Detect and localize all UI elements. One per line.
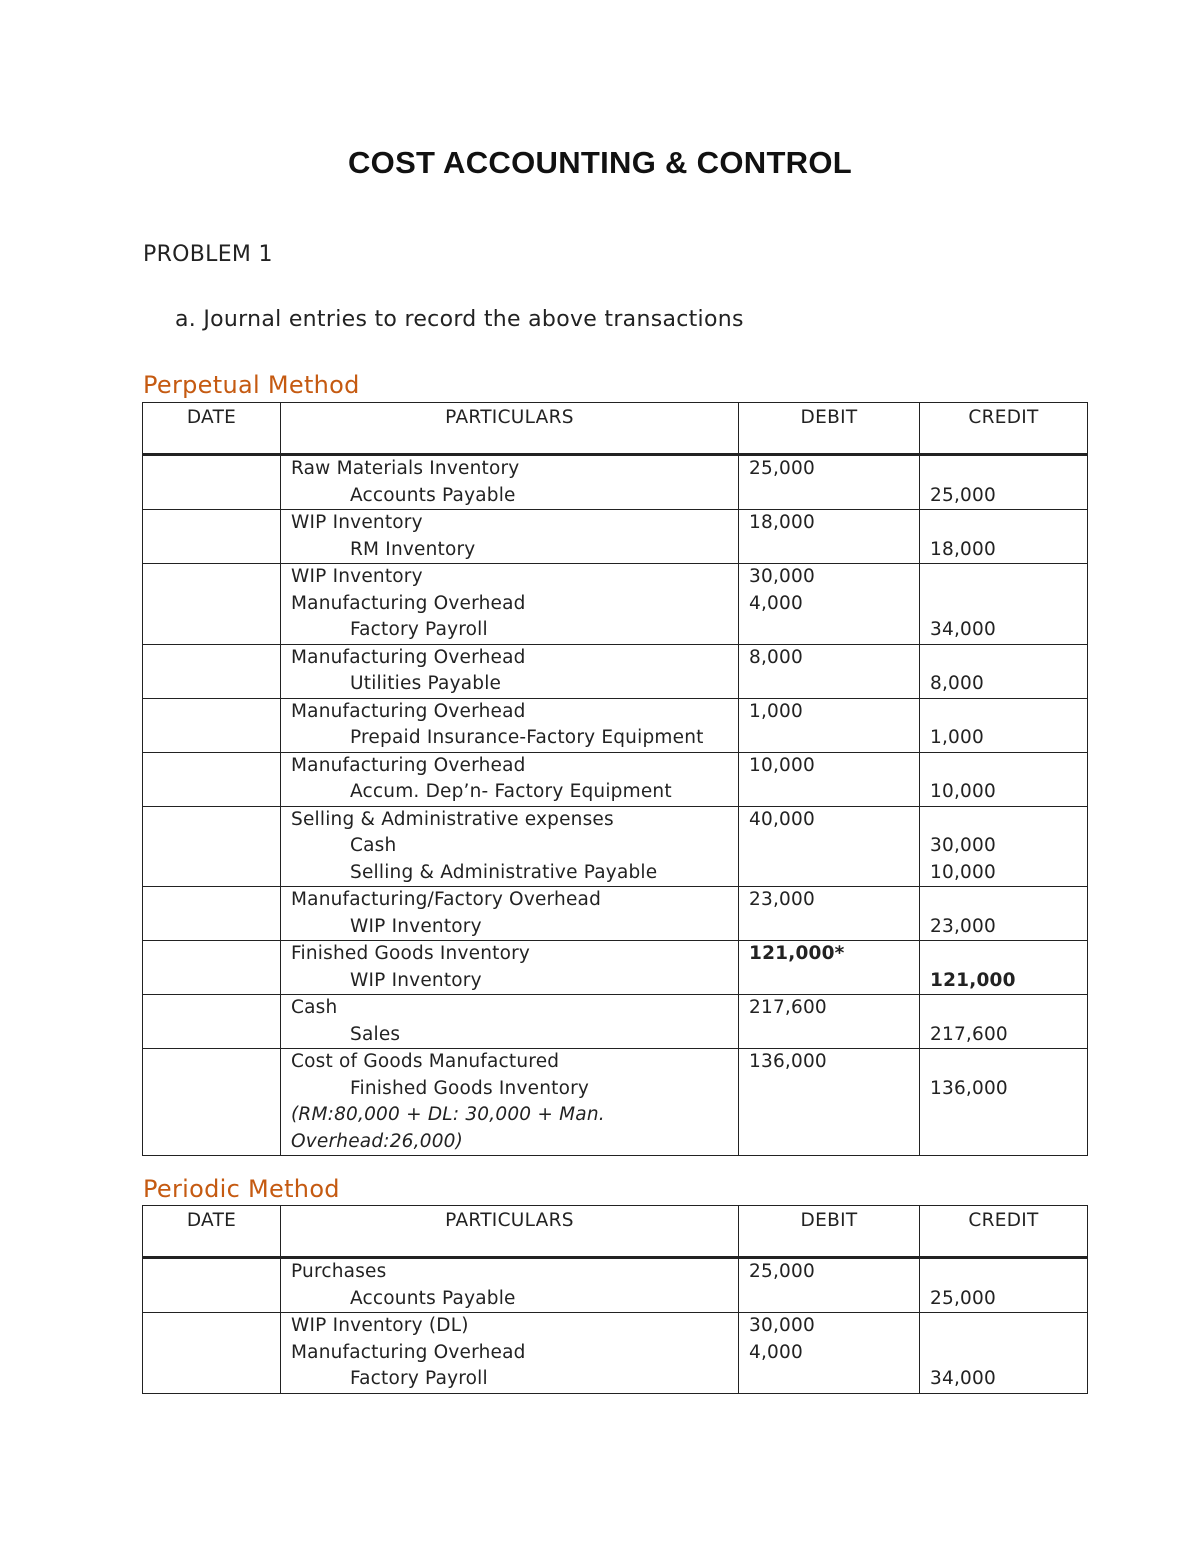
particulars-cell xyxy=(281,564,739,645)
journal-entry-row xyxy=(143,887,1088,941)
debit-account-text: Raw Materials Inventory xyxy=(291,458,520,479)
journal-entry-row xyxy=(143,1258,1088,1313)
debit-amount: 4,000 xyxy=(749,1341,803,1363)
debit-amount: 30,000 xyxy=(749,1315,815,1336)
credit-amount xyxy=(920,807,1087,834)
journal-entry-row xyxy=(143,510,1088,564)
credit-amount: 1,000 xyxy=(930,727,984,748)
table-header-row xyxy=(143,1206,1088,1258)
periodic-method-heading: Periodic Method xyxy=(143,1175,340,1203)
date-cell xyxy=(143,455,281,510)
particulars-cell xyxy=(281,995,739,1049)
journal-entry-row xyxy=(143,1049,1088,1156)
credit-amount xyxy=(920,564,1087,591)
debit-cell xyxy=(739,698,920,752)
credit-amount: 121,000 xyxy=(930,969,1016,991)
debit-amount xyxy=(739,1286,919,1313)
credit-amount: 30,000 xyxy=(930,835,996,856)
credit-cell xyxy=(920,752,1088,806)
header-date: DATE xyxy=(143,403,281,455)
debit-amount: 30,000 xyxy=(749,566,815,587)
credit-amount: 10,000 xyxy=(930,781,996,802)
date-cell xyxy=(143,510,281,564)
credit-amount xyxy=(920,941,1087,968)
perpetual-entries xyxy=(143,455,1088,1156)
credit-amount: 34,000 xyxy=(930,619,996,640)
date-cell xyxy=(143,887,281,941)
debit-amount: 23,000 xyxy=(749,889,815,910)
date-cell xyxy=(143,995,281,1049)
date-cell xyxy=(143,1258,281,1313)
debit-amount: 217,600 xyxy=(749,997,827,1018)
credit-cell xyxy=(920,644,1088,698)
credit-amount: 8,000 xyxy=(930,673,984,694)
debit-account-text: Finished Goods Inventory xyxy=(291,943,531,964)
debit-account-text: Manufacturing Overhead xyxy=(291,592,526,614)
perpetual-method-heading: Perpetual Method xyxy=(143,371,360,399)
debit-cell xyxy=(739,1313,920,1394)
date-cell xyxy=(143,1049,281,1156)
journal-entry-row xyxy=(143,698,1088,752)
particulars-cell xyxy=(281,510,739,564)
debit-account-text: Manufacturing Overhead xyxy=(291,754,526,776)
debit-amount xyxy=(739,1022,919,1049)
journal-entry-row xyxy=(143,455,1088,510)
entry-note-text: (RM:80,000 + DL: 30,000 + Man. xyxy=(291,1104,605,1125)
debit-amount xyxy=(739,617,919,644)
header-particulars: PARTICULARS xyxy=(281,403,739,455)
periodic-journal-table xyxy=(142,1205,1088,1394)
debit-amount: 25,000 xyxy=(749,458,815,479)
credit-amount: 10,000 xyxy=(930,861,996,883)
debit-account-text: Manufacturing Overhead xyxy=(291,700,526,722)
particulars-cell xyxy=(281,941,739,995)
debit-amount xyxy=(739,725,919,752)
credit-account-text: Accounts Payable xyxy=(350,484,516,506)
credit-amount: 25,000 xyxy=(930,1287,996,1309)
debit-account-text: Cash xyxy=(291,997,338,1018)
credit-account-text: Selling & Administrative Payable xyxy=(350,861,658,883)
debit-amount xyxy=(739,860,919,887)
credit-account-text: WIP Inventory xyxy=(350,915,482,937)
journal-entry-row xyxy=(143,644,1088,698)
particulars-cell xyxy=(281,1258,739,1313)
journal-entry-row xyxy=(143,995,1088,1049)
credit-amount xyxy=(920,699,1087,726)
credit-amount xyxy=(920,1259,1087,1286)
credit-cell xyxy=(920,1258,1088,1313)
date-cell xyxy=(143,564,281,645)
debit-account-text: Manufacturing Overhead xyxy=(291,1341,526,1363)
entry-note-text: Overhead:26,000) xyxy=(291,1130,464,1152)
problem-heading: PROBLEM 1 xyxy=(143,242,273,267)
credit-amount: 34,000 xyxy=(930,1368,996,1389)
credit-amount: 23,000 xyxy=(930,915,996,937)
debit-account-text: WIP Inventory xyxy=(291,566,423,587)
credit-amount: 136,000 xyxy=(930,1077,1008,1099)
debit-amount: 1,000 xyxy=(749,700,803,722)
task-item-a: a. Journal entries to record the above transactions xyxy=(175,307,744,332)
particulars-cell xyxy=(281,1049,739,1156)
periodic-entries xyxy=(143,1258,1088,1394)
credit-cell xyxy=(920,698,1088,752)
credit-cell xyxy=(920,510,1088,564)
table-header-row xyxy=(143,403,1088,455)
credit-account-text: Accum. Dep’n- Factory Equipment xyxy=(350,781,672,802)
particulars-cell xyxy=(281,455,739,510)
credit-cell xyxy=(920,887,1088,941)
debit-cell xyxy=(739,752,920,806)
debit-amount: 136,000 xyxy=(749,1051,827,1072)
header-credit: CREDIT xyxy=(920,1206,1088,1258)
debit-account-text: Purchases xyxy=(291,1261,387,1282)
debit-cell xyxy=(739,995,920,1049)
credit-account-text: Prepaid Insurance-Factory Equipment xyxy=(350,727,704,748)
debit-amount: 8,000 xyxy=(749,646,803,668)
credit-account-text: Cash xyxy=(350,835,397,856)
debit-amount xyxy=(739,483,919,510)
credit-amount xyxy=(920,591,1087,618)
debit-cell xyxy=(739,806,920,887)
credit-amount xyxy=(920,645,1087,672)
journal-entry-row xyxy=(143,564,1088,645)
debit-amount xyxy=(739,1076,919,1103)
credit-account-text: RM Inventory xyxy=(350,538,476,560)
credit-amount xyxy=(920,887,1087,914)
particulars-cell xyxy=(281,887,739,941)
header-debit: DEBIT xyxy=(739,403,920,455)
date-cell xyxy=(143,752,281,806)
journal-entry-row xyxy=(143,806,1088,887)
particulars-cell xyxy=(281,644,739,698)
debit-amount: 10,000 xyxy=(749,754,815,776)
credit-account-text: WIP Inventory xyxy=(350,969,482,991)
header-particulars: PARTICULARS xyxy=(281,1206,739,1258)
debit-amount xyxy=(739,779,919,806)
credit-cell xyxy=(920,995,1088,1049)
debit-amount: 25,000 xyxy=(749,1261,815,1282)
credit-amount xyxy=(920,1049,1087,1076)
credit-account-text: Factory Payroll xyxy=(350,1368,488,1389)
header-debit: DEBIT xyxy=(739,1206,920,1258)
debit-account-text: WIP Inventory (DL) xyxy=(291,1315,469,1336)
credit-account-text: Accounts Payable xyxy=(350,1287,516,1309)
particulars-cell xyxy=(281,1313,739,1394)
credit-amount xyxy=(920,1129,1087,1156)
debit-amount xyxy=(739,833,919,860)
debit-account-text: WIP Inventory xyxy=(291,512,423,533)
debit-amount xyxy=(739,1102,919,1129)
debit-amount: 121,000* xyxy=(749,943,845,964)
debit-amount: 18,000 xyxy=(749,512,815,533)
credit-cell xyxy=(920,1313,1088,1394)
debit-account-text: Cost of Goods Manufactured xyxy=(291,1051,560,1072)
journal-entry-row xyxy=(143,941,1088,995)
debit-cell xyxy=(739,1049,920,1156)
credit-amount: 25,000 xyxy=(930,484,996,506)
credit-amount xyxy=(920,1313,1087,1340)
credit-cell xyxy=(920,941,1088,995)
debit-amount xyxy=(739,1366,919,1393)
credit-account-text: Utilities Payable xyxy=(350,673,502,694)
credit-account-text: Finished Goods Inventory xyxy=(350,1077,590,1099)
credit-amount: 18,000 xyxy=(930,538,996,560)
debit-account-text: Selling & Administrative expenses xyxy=(291,808,614,830)
debit-amount xyxy=(739,968,919,995)
debit-account-text: Manufacturing/Factory Overhead xyxy=(291,889,602,910)
particulars-cell xyxy=(281,752,739,806)
credit-account-text: Factory Payroll xyxy=(350,619,488,640)
debit-cell xyxy=(739,455,920,510)
credit-amount xyxy=(920,456,1087,483)
credit-amount: 217,600 xyxy=(930,1023,1008,1045)
particulars-cell xyxy=(281,806,739,887)
debit-cell xyxy=(739,941,920,995)
journal-entry-row xyxy=(143,752,1088,806)
credit-cell xyxy=(920,806,1088,887)
debit-cell xyxy=(739,510,920,564)
credit-amount xyxy=(920,1340,1087,1367)
date-cell xyxy=(143,698,281,752)
debit-cell xyxy=(739,644,920,698)
date-cell xyxy=(143,1313,281,1394)
date-cell xyxy=(143,941,281,995)
debit-amount xyxy=(739,1129,919,1156)
debit-account-text: Manufacturing Overhead xyxy=(291,646,526,668)
date-cell xyxy=(143,644,281,698)
debit-amount xyxy=(739,537,919,564)
particulars-cell xyxy=(281,698,739,752)
document-title: COST ACCOUNTING & CONTROL xyxy=(347,145,853,180)
header-credit: CREDIT xyxy=(920,403,1088,455)
date-cell xyxy=(143,806,281,887)
debit-amount xyxy=(739,671,919,698)
credit-amount xyxy=(920,510,1087,537)
credit-cell xyxy=(920,1049,1088,1156)
perpetual-journal-table xyxy=(142,402,1088,1156)
debit-cell xyxy=(739,564,920,645)
credit-cell xyxy=(920,455,1088,510)
journal-entry-row xyxy=(143,1313,1088,1394)
credit-cell xyxy=(920,564,1088,645)
header-date: DATE xyxy=(143,1206,281,1258)
credit-amount xyxy=(920,753,1087,780)
debit-cell xyxy=(739,887,920,941)
credit-account-text: Sales xyxy=(350,1023,401,1045)
debit-amount xyxy=(739,914,919,941)
debit-amount: 40,000 xyxy=(749,808,815,830)
credit-amount xyxy=(920,1102,1087,1129)
credit-amount xyxy=(920,995,1087,1022)
debit-cell xyxy=(739,1258,920,1313)
debit-amount: 4,000 xyxy=(749,592,803,614)
